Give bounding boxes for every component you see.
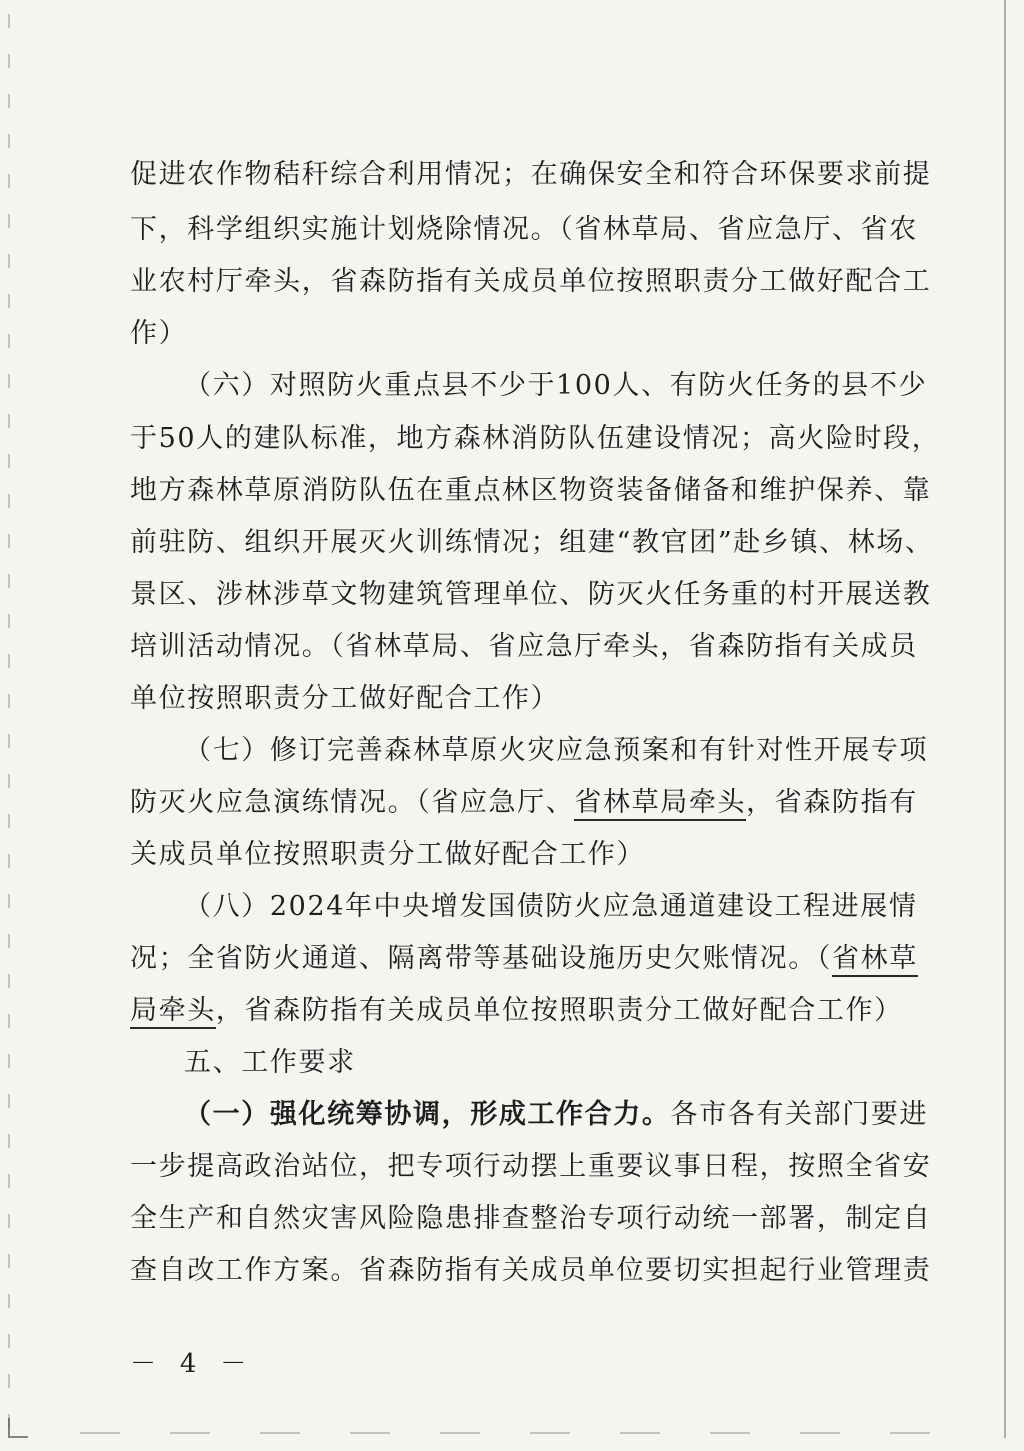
text-line: 单位按照职责分工做好配合工作） <box>130 683 560 714</box>
scan-corner-mark <box>8 1418 28 1438</box>
text-line: （六）对照防火重点县不少于100人、有防火任务的县不少 <box>184 370 928 401</box>
text-line: 关成员单位按照职责分工做好配合工作） <box>130 839 646 870</box>
scan-right-edge <box>1004 0 1006 1438</box>
text-line: 于50人的建队标准，地方森林消防队伍建设情况；高火险时段， <box>130 423 941 454</box>
text-line <box>130 785 918 821</box>
scan-bottom-edge <box>80 1432 960 1434</box>
text-line: 培训活动情况。（省林草局、省应急厅牵头，省森防指有关成员 <box>130 631 918 662</box>
text-line <box>130 941 918 977</box>
underlined-text: 省林草 <box>832 943 918 977</box>
text-line: 一步提高政治站位，把专项行动摆上重要议事日程，按照全省安 <box>130 1151 932 1182</box>
text-line <box>130 993 903 1029</box>
text-line: 地方森林草原消防队伍在重点林区物资装备储备和维护保养、靠 <box>130 475 932 506</box>
text-segment: 各市各有关部门要进 <box>670 1099 929 1130</box>
underlined-text: 局牵头 <box>130 995 216 1029</box>
page-number: － 4 － <box>130 1349 255 1379</box>
text-segment: ，省森防指有关成员单位按照职责分工做好配合工作） <box>215 995 903 1026</box>
bold-subheading: （一）强化统筹协调，形成工作合力。 <box>184 1099 671 1130</box>
text-line: 景区、涉林涉草文物建筑管理单位、防灭火任务重的村开展送教 <box>130 579 932 610</box>
text-line: 促进农作物秸秆综合利用情况；在确保安全和符合环保要求前提 <box>130 159 932 190</box>
text-line: 作） <box>130 318 188 349</box>
section-heading: 五、工作要求 <box>184 1047 356 1078</box>
text-line: （八）2024年中央增发国债防火应急通道建设工程进展情 <box>184 891 918 922</box>
underlined-text: 省林草局牵头 <box>574 787 746 821</box>
text-segment: ，省森防指有 <box>746 787 918 818</box>
scan-left-edge <box>8 14 10 1434</box>
text-segment: 防灭火应急演练情况。（省应急厅、 <box>130 787 575 818</box>
text-line: 查自改工作方案。省森防指有关成员单位要切实担起行业管理责 <box>130 1255 932 1286</box>
text-line: 下，科学组织实施计划烧除情况。（省林草局、省应急厅、省农 <box>130 214 918 245</box>
text-segment: 况；全省防火通道、隔离带等基础设施历史欠账情况。（ <box>130 943 832 974</box>
text-line: 全生产和自然灾害风险隐患排查整治专项行动统一部署，制定自 <box>130 1203 932 1234</box>
text-line: （七）修订完善森林草原火灾应急预案和有针对性开展专项 <box>184 735 929 766</box>
text-line <box>184 1097 928 1133</box>
text-line: 前驻防、组织开展灭火训练情况；组建“教官团”赴乡镇、林场、 <box>130 527 934 558</box>
text-line: 业农村厅牵头，省森防指有关成员单位按照职责分工做好配合工 <box>130 266 932 297</box>
